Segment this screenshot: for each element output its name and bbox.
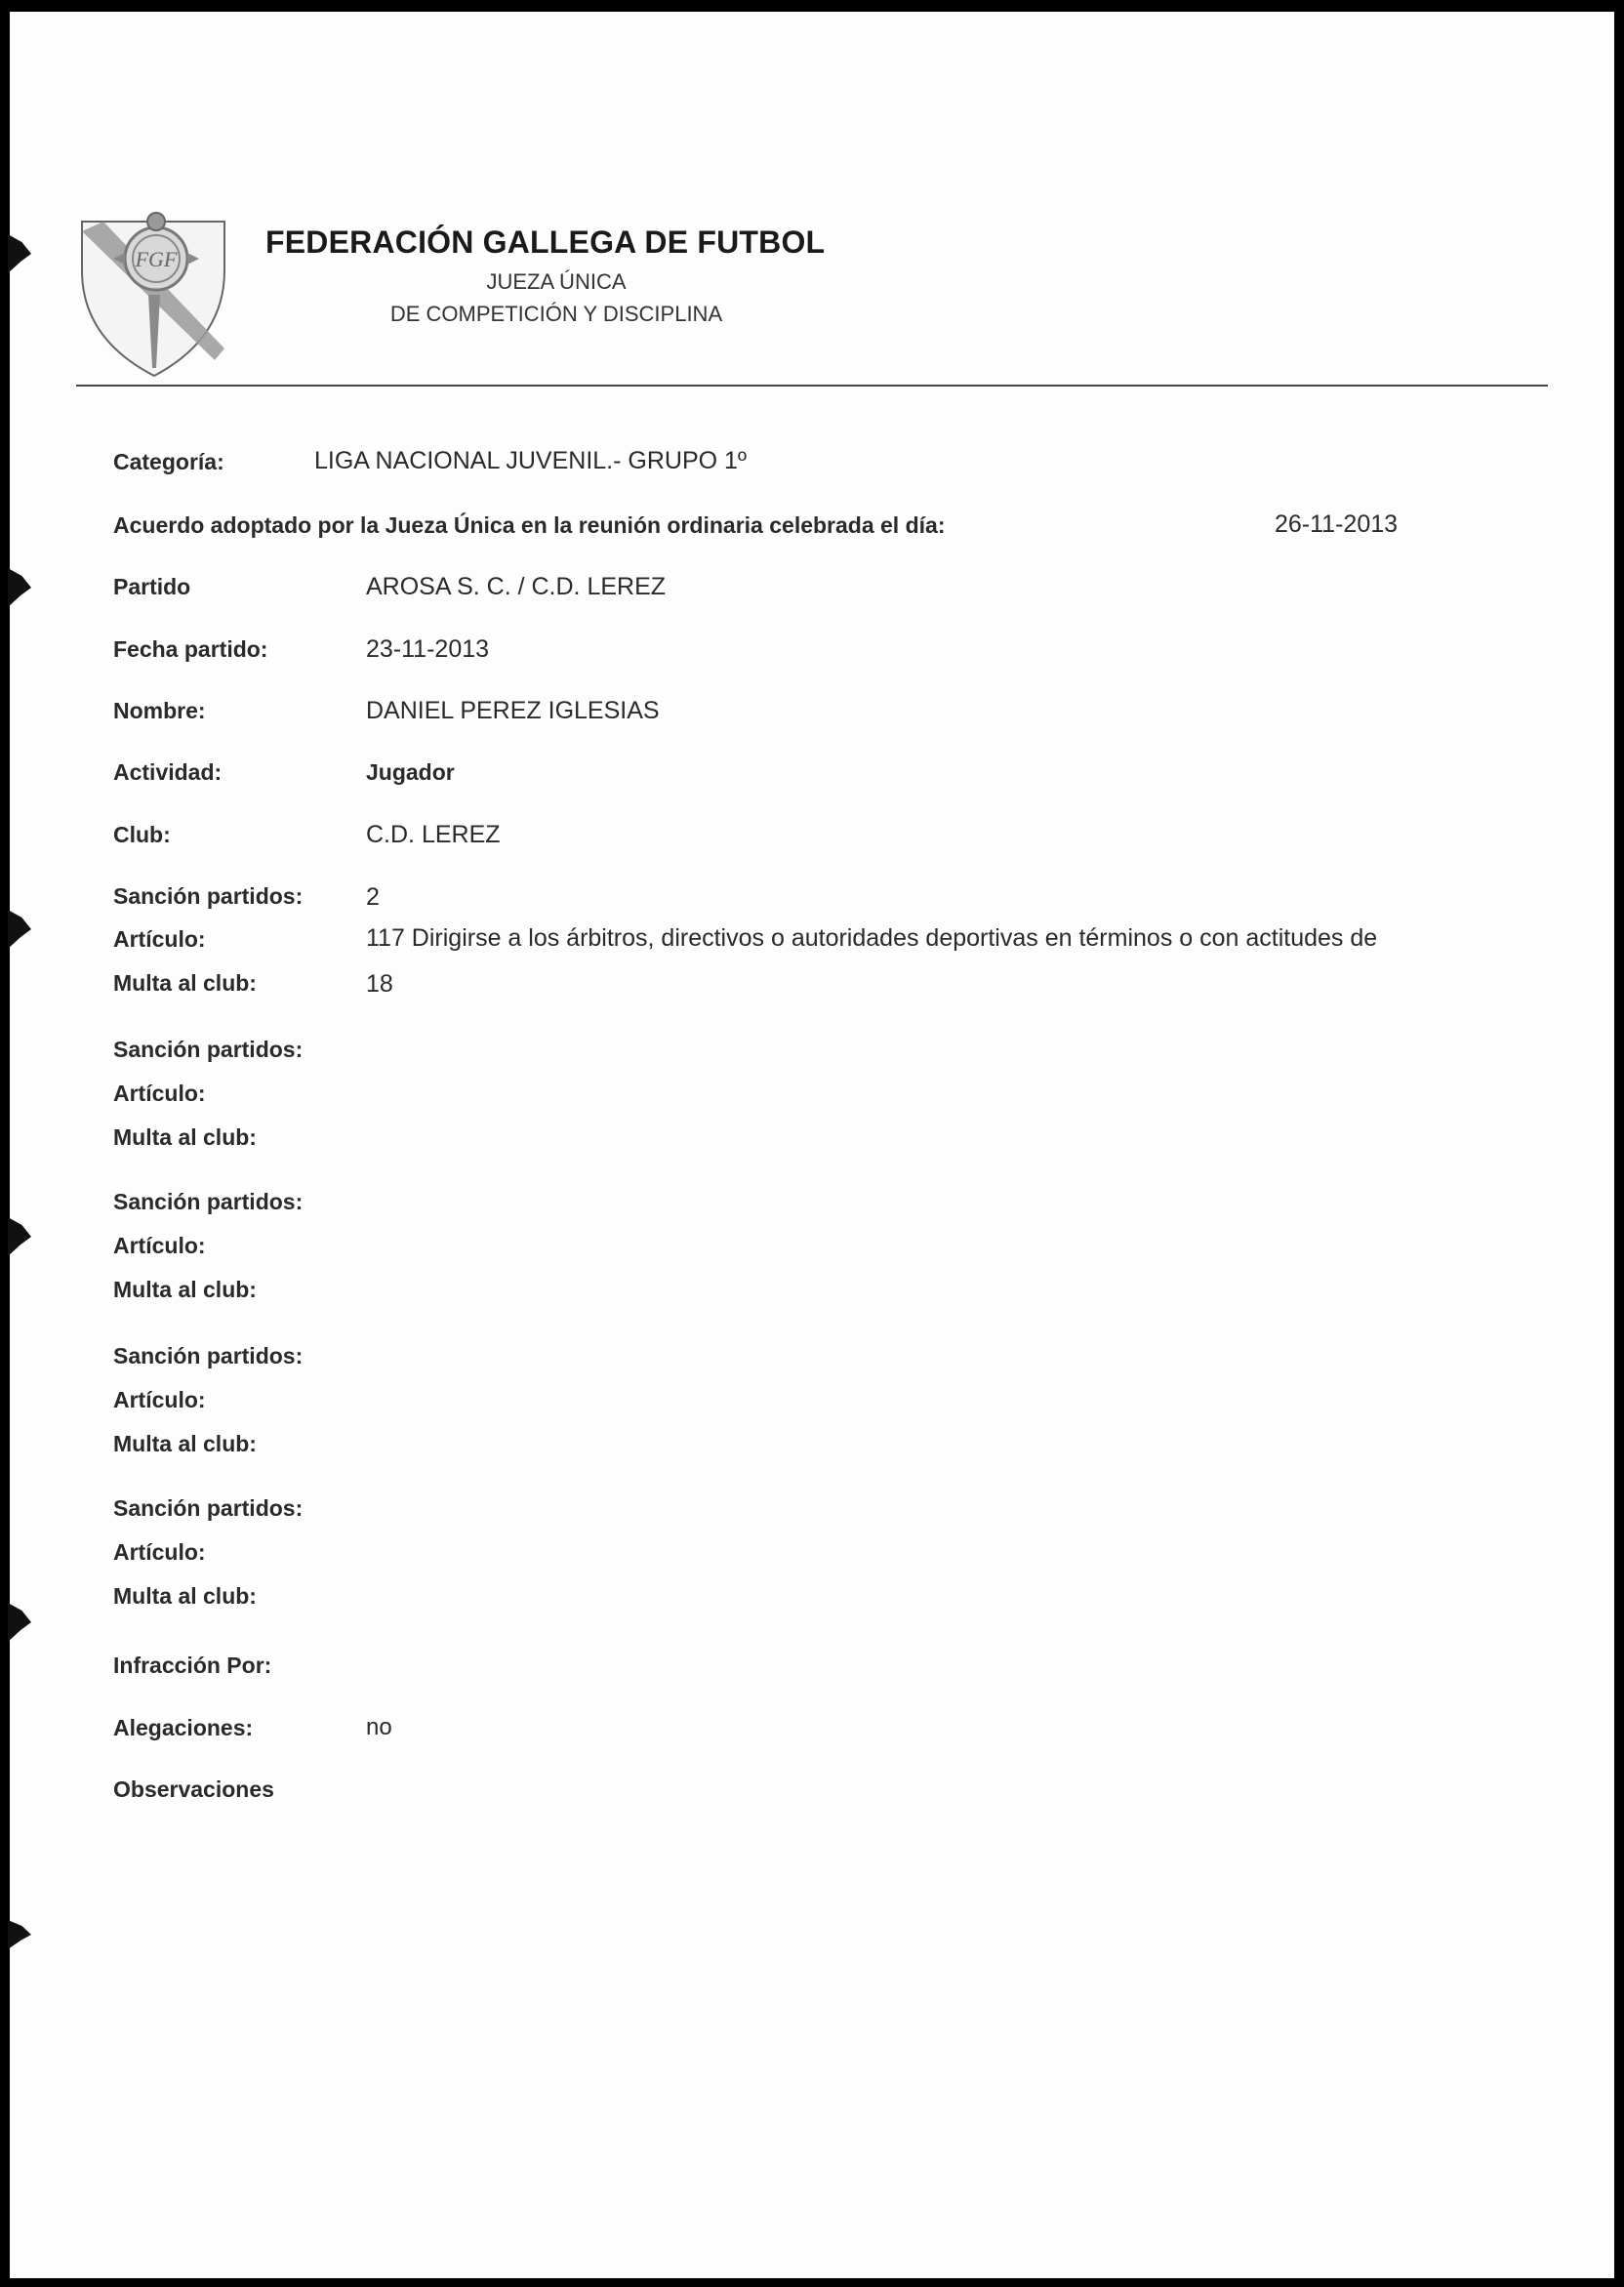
federation-crest-logo bbox=[78, 202, 234, 378]
sancion-partidos-label: Sanción partidos: bbox=[113, 883, 304, 909]
acuerdo-date: 26-11-2013 bbox=[1275, 510, 1399, 538]
organization-title: FEDERACIÓN GALLEGA DE FUTBOL bbox=[265, 225, 826, 260]
sancion-partidos-value: 2 bbox=[366, 883, 380, 911]
document-page bbox=[10, 12, 1614, 2278]
actividad-value: Jugador bbox=[366, 759, 455, 785]
articulo-value: 117 Dirigirse a los árbitros, directivos o autoridades deportivas en términos o con actitudes de bbox=[366, 924, 1378, 952]
fecha-partido-value: 23-11-2013 bbox=[366, 635, 490, 663]
articulo-label: Artículo: bbox=[113, 1539, 206, 1565]
sancion-partidos-label: Sanción partidos: bbox=[113, 1189, 304, 1214]
multa-club-label: Multa al club: bbox=[113, 1583, 257, 1609]
alegaciones-value: no bbox=[366, 1714, 392, 1740]
fecha-partido-label: Fecha partido: bbox=[113, 636, 268, 662]
multa-club-label: Multa al club: bbox=[113, 1124, 257, 1150]
club-label: Club: bbox=[113, 822, 171, 847]
multa-club-label: Multa al club: bbox=[113, 970, 257, 996]
observaciones-label: Observaciones bbox=[113, 1777, 274, 1802]
multa-club-label: Multa al club: bbox=[113, 1277, 257, 1302]
articulo-label: Artículo: bbox=[113, 1233, 206, 1258]
articulo-label: Artículo: bbox=[113, 1387, 206, 1412]
sancion-partidos-label: Sanción partidos: bbox=[113, 1037, 304, 1062]
binder-hole-mark bbox=[8, 1920, 31, 1949]
actividad-label: Actividad: bbox=[113, 759, 223, 785]
categoria-label: Categoría: bbox=[113, 449, 224, 474]
organization-subtitle-line-2: DE COMPETICIÓN Y DISCIPLINA bbox=[389, 302, 723, 326]
infraccion-label: Infracción Por: bbox=[113, 1653, 272, 1678]
binder-hole-mark bbox=[8, 1217, 31, 1256]
articulo-label: Artículo: bbox=[113, 1081, 206, 1106]
binder-hole-mark bbox=[8, 234, 31, 273]
categoria-value: LIGA NACIONAL JUVENIL.- GRUPO 1º bbox=[314, 447, 748, 474]
partido-label: Partido bbox=[113, 574, 191, 599]
sancion-partidos-label: Sanción partidos: bbox=[113, 1495, 304, 1521]
multa-club-label: Multa al club: bbox=[113, 1431, 257, 1456]
acuerdo-label: Acuerdo adoptado por la Jueza Única en la reunión ordinaria celebrada el día: bbox=[113, 512, 946, 538]
svg-text:FGF: FGF bbox=[135, 247, 178, 271]
sancion-partidos-label: Sanción partidos: bbox=[113, 1343, 304, 1368]
nombre-value: DANIEL PEREZ IGLESIAS bbox=[366, 697, 660, 724]
alegaciones-label: Alegaciones: bbox=[113, 1715, 254, 1740]
nombre-label: Nombre: bbox=[113, 698, 206, 723]
multa-club-value: 18 bbox=[366, 970, 393, 998]
binder-hole-mark bbox=[8, 568, 31, 607]
binder-hole-mark bbox=[8, 910, 31, 949]
header-divider bbox=[76, 385, 1548, 387]
binder-hole-mark bbox=[8, 1603, 31, 1642]
club-value: C.D. LEREZ bbox=[366, 821, 501, 848]
articulo-label: Artículo: bbox=[113, 926, 206, 952]
partido-value: AROSA S. C. / C.D. LEREZ bbox=[366, 573, 667, 600]
organization-subtitle-line-1: JUEZA ÚNICA bbox=[486, 269, 627, 294]
